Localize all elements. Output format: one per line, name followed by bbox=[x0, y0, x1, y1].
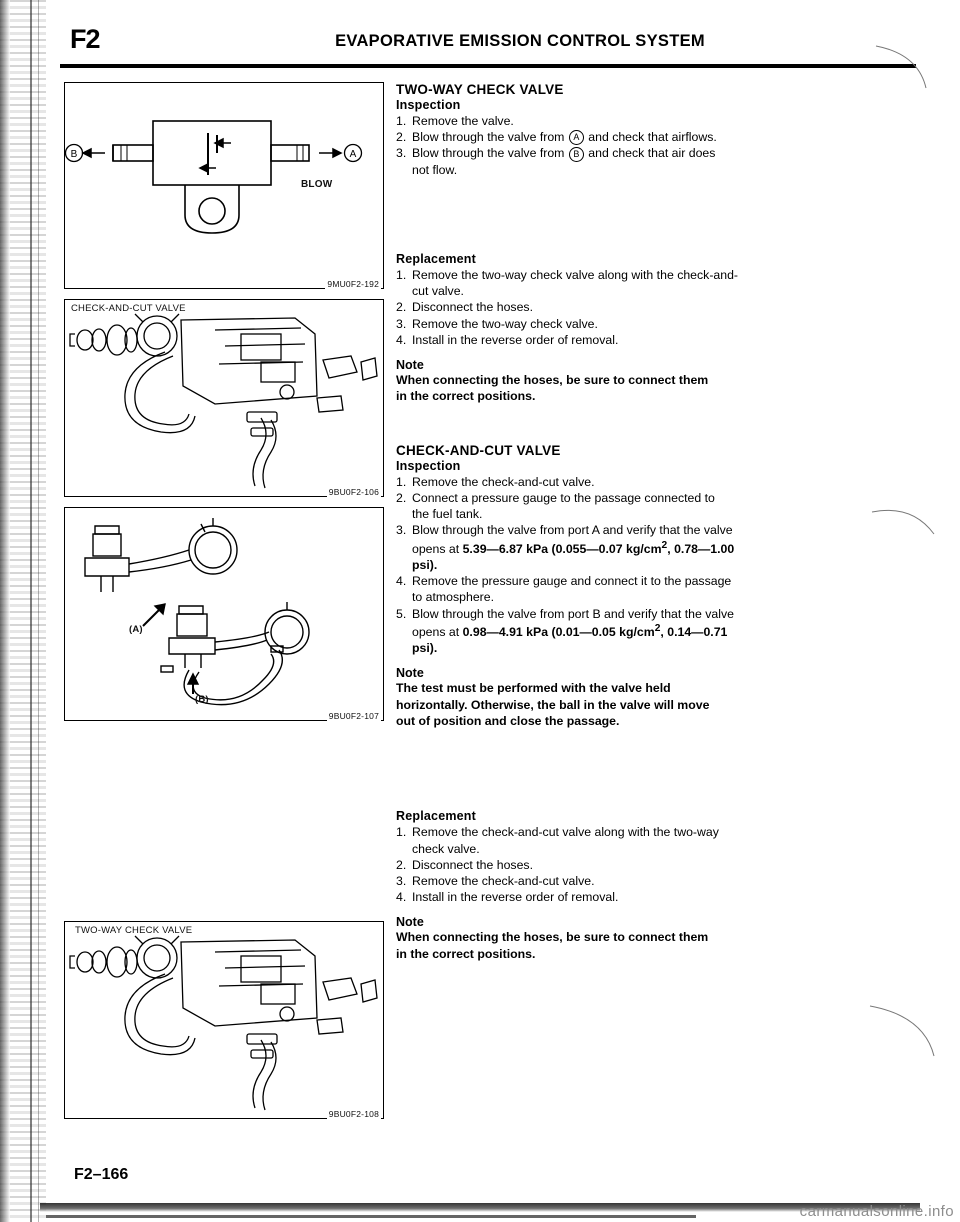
step-text-cont: check valve. bbox=[412, 841, 480, 856]
spec-value-2: , 0.78—1.00 bbox=[667, 541, 735, 556]
scan-pen-mark bbox=[864, 1000, 954, 1070]
list-item bbox=[396, 857, 916, 873]
list-item bbox=[396, 824, 916, 856]
step-number: 2. bbox=[396, 300, 407, 315]
spec-value: 5.39—6.87 kPa (0.055—0.07 kg/cm bbox=[462, 541, 662, 556]
fig-two-way-valve-schematic bbox=[64, 82, 384, 289]
note-line: When connecting the hoses, be sure to connect them bbox=[396, 373, 709, 388]
text-column bbox=[396, 82, 916, 962]
note-line: in the correct positions. bbox=[396, 946, 536, 961]
svg-text:B: B bbox=[70, 149, 78, 160]
note-heading: Note bbox=[396, 915, 424, 930]
spec-exponent: 2 bbox=[661, 539, 668, 551]
list-item bbox=[396, 522, 916, 573]
two-way-valve-drawing bbox=[65, 83, 383, 287]
spec-unit: psi). bbox=[412, 557, 438, 572]
step-text-main: Remove the pressure gauge and connect it to the passage bbox=[412, 574, 732, 589]
scan-pen-mark bbox=[868, 500, 948, 560]
page-header bbox=[60, 24, 918, 64]
step-text-post: and check that air does bbox=[584, 146, 716, 161]
step-text-cont: the fuel tank. bbox=[412, 507, 483, 522]
two-way-check-valve-illustration bbox=[65, 922, 383, 1117]
step-text bbox=[412, 490, 916, 522]
step-text-pre: Blow through the valve from bbox=[412, 130, 568, 145]
figure-label-blow: BLOW bbox=[301, 179, 333, 190]
step-text-main: Blow through the valve from port B and verify that the valve bbox=[412, 606, 734, 621]
scan-pen-mark bbox=[866, 40, 946, 100]
spec-value-2: , 0.14—0.71 bbox=[660, 624, 728, 639]
step-number: 3. bbox=[396, 146, 407, 161]
step-number: 1. bbox=[396, 114, 407, 128]
note-body bbox=[396, 680, 916, 729]
step-number: 3. bbox=[396, 523, 407, 538]
note-heading: Note bbox=[396, 666, 424, 681]
note-line: When connecting the hoses, be sure to connect them bbox=[396, 930, 709, 945]
step-text bbox=[412, 129, 916, 145]
subheading-inspection: Inspection bbox=[396, 458, 461, 473]
step-text bbox=[412, 573, 916, 605]
step-text: Remove the valve. bbox=[412, 114, 514, 128]
step-text bbox=[412, 824, 916, 856]
subheading-replacement: Replacement bbox=[396, 809, 477, 824]
step-text-main: Blow through the valve from port A and verify that the valve bbox=[412, 523, 733, 538]
step-text: Disconnect the hoses. bbox=[412, 300, 533, 315]
list-item bbox=[396, 129, 916, 145]
check-and-cut-replacement-steps bbox=[396, 824, 916, 905]
list-item bbox=[396, 316, 916, 332]
step-number: 3. bbox=[396, 874, 407, 888]
spec-exponent: 2 bbox=[654, 622, 661, 634]
page-title: EVAPORATIVE EMISSION CONTROL SYSTEM bbox=[335, 32, 705, 50]
step-number: 3. bbox=[396, 316, 407, 331]
note-heading: Note bbox=[396, 358, 424, 373]
figure-label-title: CHECK-AND-CUT VALVE bbox=[71, 303, 186, 314]
scan-line bbox=[30, 0, 32, 1222]
step-text-cont: to atmosphere. bbox=[412, 590, 495, 605]
port-badge-a: A bbox=[569, 130, 584, 145]
step-text-main: Remove the two-way check valve along with the check-and- bbox=[412, 267, 739, 282]
list-item bbox=[396, 606, 916, 657]
list-item bbox=[396, 573, 916, 605]
subheading-inspection: Inspection bbox=[396, 98, 461, 112]
spec-unit: psi). bbox=[412, 641, 438, 656]
step-text-cont: opens at bbox=[412, 624, 463, 639]
step-text: Remove the check-and-cut valve. bbox=[412, 874, 595, 888]
step-text: Remove the check-and-cut valve. bbox=[412, 474, 595, 489]
fig-two-way-check-valve-location bbox=[64, 921, 384, 1119]
two-way-inspection-steps bbox=[396, 113, 916, 178]
step-number: 2. bbox=[396, 490, 407, 505]
note-body bbox=[396, 372, 916, 405]
svg-text:A: A bbox=[349, 149, 357, 160]
page-number: F2–166 bbox=[74, 1166, 129, 1183]
valve-ports-illustration bbox=[65, 508, 383, 719]
figure-caption: 9BU0F2-107 bbox=[328, 711, 379, 721]
step-text: Remove the two-way check valve. bbox=[412, 316, 598, 331]
list-item bbox=[396, 145, 916, 177]
step-text-cont: opens at bbox=[412, 541, 463, 556]
heading-two-way-check-valve: TWO-WAY CHECK VALVE bbox=[396, 82, 564, 97]
step-number: 2. bbox=[396, 130, 407, 145]
step-text: Disconnect the hoses. bbox=[412, 857, 533, 872]
list-item bbox=[396, 889, 916, 905]
list-item bbox=[396, 299, 916, 315]
step-text bbox=[412, 267, 916, 299]
section-code: F2 bbox=[70, 24, 100, 54]
step-number: 2. bbox=[396, 857, 407, 872]
step-number: 5. bbox=[396, 606, 407, 621]
list-item bbox=[396, 474, 916, 490]
figure-label-port-b: (B) bbox=[195, 694, 209, 705]
step-number: 4. bbox=[396, 332, 407, 347]
fig-check-and-cut-valve-ports bbox=[64, 507, 384, 721]
document-page bbox=[46, 0, 946, 1222]
step-text-cont: cut valve. bbox=[412, 284, 464, 299]
step-text bbox=[412, 522, 916, 573]
figure-caption: 9BU0F2-108 bbox=[328, 1109, 379, 1119]
step-text-pre: Blow through the valve from bbox=[412, 146, 568, 161]
step-number: 4. bbox=[396, 574, 407, 589]
list-item bbox=[396, 873, 916, 889]
two-way-replacement-steps bbox=[396, 267, 916, 348]
scan-binding-shadow bbox=[0, 0, 10, 1222]
heading-check-and-cut-valve: CHECK-AND-CUT VALVE bbox=[396, 442, 561, 458]
subheading-replacement: Replacement bbox=[396, 251, 477, 266]
watermark: carmanualsonline.info bbox=[799, 1203, 954, 1220]
step-number: 1. bbox=[396, 825, 407, 840]
step-text-cont: not flow. bbox=[412, 162, 458, 177]
figure-label-port-a: (A) bbox=[129, 624, 143, 635]
step-text: Install in the reverse order of removal. bbox=[412, 332, 619, 347]
note-line: in the correct positions. bbox=[396, 389, 536, 404]
port-badge-b: B bbox=[569, 147, 584, 162]
step-text bbox=[412, 145, 916, 177]
spec-value: 0.98—4.91 kPa (0.01—0.05 kg/cm bbox=[462, 624, 655, 639]
figure-caption: 9BU0F2-106 bbox=[328, 487, 379, 497]
step-number: 1. bbox=[396, 474, 407, 489]
list-item bbox=[396, 267, 916, 299]
list-item bbox=[396, 332, 916, 348]
step-text bbox=[412, 606, 916, 657]
scan-line bbox=[38, 0, 39, 1222]
fig-check-and-cut-valve-location bbox=[64, 299, 384, 497]
list-item bbox=[396, 490, 916, 522]
step-text-main: Connect a pressure gauge to the passage connected to bbox=[412, 490, 715, 505]
list-item bbox=[396, 113, 916, 129]
step-text-post: and check that airflows. bbox=[584, 130, 717, 145]
check-and-cut-inspection-steps bbox=[396, 474, 916, 657]
figure-label-title: TWO-WAY CHECK VALVE bbox=[75, 925, 193, 936]
note-line: The test must be performed with the valve held bbox=[396, 681, 671, 696]
step-number: 1. bbox=[396, 267, 407, 282]
figure-caption: 9MU0F2-192 bbox=[327, 279, 379, 289]
step-number: 4. bbox=[396, 890, 407, 905]
step-text: Install in the reverse order of removal. bbox=[412, 890, 619, 905]
note-line: out of position and close the passage. bbox=[396, 714, 620, 728]
check-and-cut-valve-illustration bbox=[65, 300, 383, 495]
header-rule bbox=[60, 64, 916, 68]
note-body bbox=[396, 929, 916, 962]
note-line: horizontally. Otherwise, the ball in the valve will move bbox=[396, 697, 710, 712]
figure-column bbox=[64, 82, 384, 1121]
step-text-main: Remove the check-and-cut valve along with the two-way bbox=[412, 825, 719, 840]
